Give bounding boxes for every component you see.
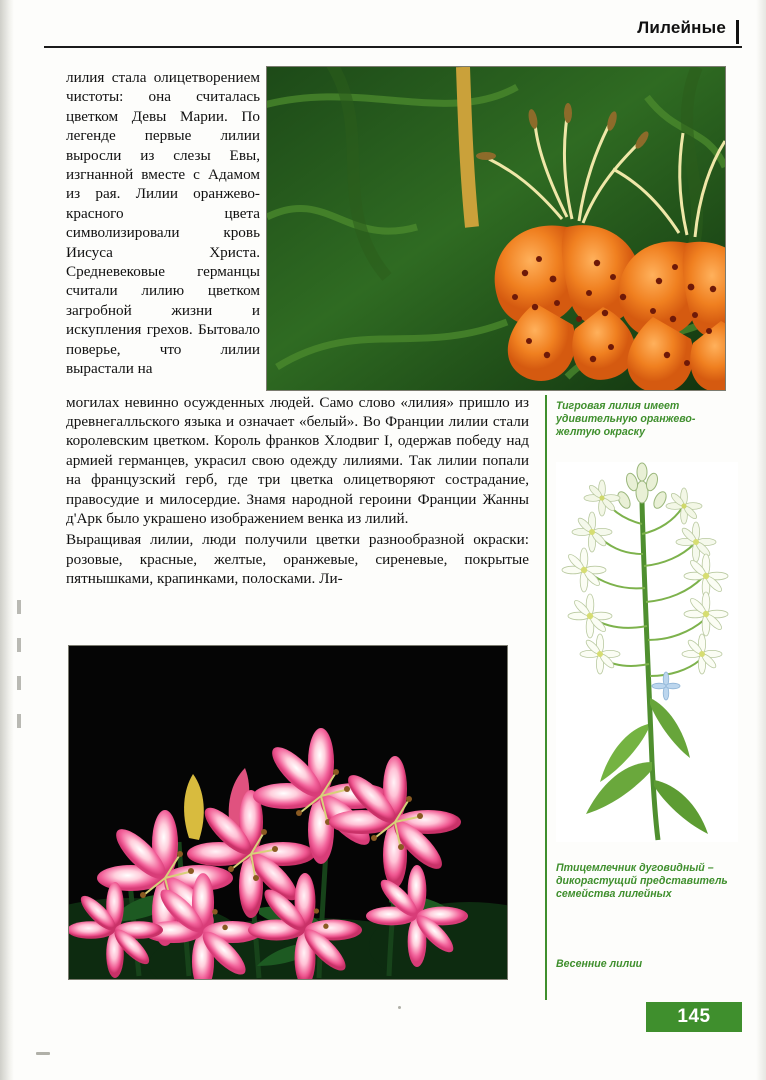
scan-speck — [398, 1006, 401, 1009]
sidebar-rule — [545, 395, 547, 1000]
paragraph-1-continued: могилах невинно осужденных людей. Само слово «лилия» пришло из древнегалльского языка и означает «белый». Во Франции лилии стали королевским цветком. Король франков Хлодвиг I, одержав победу над армией германцев, украсил свою одежду лилиями. Так лилии попали на французский герб, где три цветка олицетворяют сострадание, правосудие и милосердие. Знамя народной героини Франции Жанны д'Арк было украшено изображением венка из лилий. — [66, 393, 529, 527]
page-title: Лилейные — [637, 18, 726, 37]
paragraph-2: Выращивая лилии, люди получили цветки разнообразной окраски: розовые, красные, желтые, оранжевые, сиреневые, покрытые пятнышками, крапинками, полосками. Ли- — [66, 531, 529, 588]
scan-edge-left — [0, 0, 14, 1080]
caption-tiger-lily: Тигровая лилия имеет удивительную оранжево-желтую окраску — [556, 400, 696, 439]
title-divider — [736, 20, 739, 44]
header-rule — [44, 46, 742, 48]
scan-speck — [36, 1052, 50, 1055]
scan-edge-right — [756, 0, 766, 1080]
pink-lilies-photo — [68, 645, 508, 980]
ornithogalum-illustration — [556, 462, 738, 842]
page-number-badge: 145 — [646, 1002, 742, 1032]
binding-marks — [17, 600, 21, 780]
paragraph-1: лилия стала олицетворением чистоты: она считалась цветком Девы Марии. По легенде первые лилии выросли из слезы Евы, изгнанной вместе с Адамом из рая. Лилии оранжево-красного цвета символизировали кровь Иисуса Христа. Средневековые германцы считали лилию цветком загробной жизни и искупления грехов. Бытовало поверье, что лилии вырастали на — [66, 69, 260, 378]
caption-spring-lilies: Весенние лилии — [556, 958, 643, 970]
article-body — [66, 68, 529, 591]
caption-ornithogalum: Птицемлечник дуговидный – дикорастущий представитель семейства лилейных — [556, 862, 728, 901]
